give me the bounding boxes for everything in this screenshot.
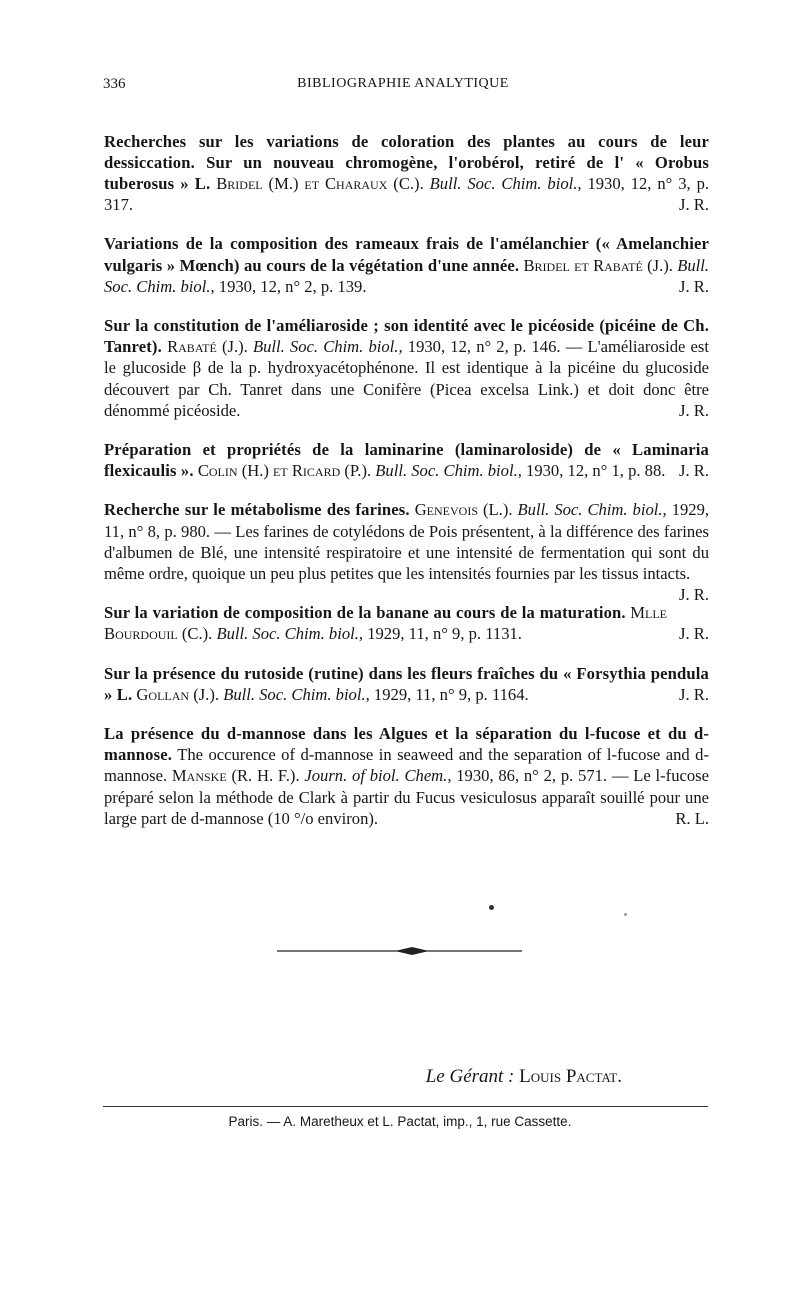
entry-journal: Journ. of biol. Chem., (304, 766, 452, 786)
entry-journal: Bull. Soc. Chim. biol., (517, 500, 667, 520)
entry-title: Recherche sur le métabolisme des farines. (104, 500, 410, 520)
entry-signature: J. R. (679, 461, 709, 481)
entry-citation: 1930, 12, n° 2, p. 139. (218, 276, 367, 296)
entry-journal: Bull. Soc. Chim. biol., (429, 174, 582, 193)
entry-title: Sur la présence du rutoside (rutine) dans les fleurs fraîches du « Forsythia pendula » L. (104, 663, 709, 704)
gerant-label: Le Gérant : (425, 1066, 515, 1087)
running-title: BIBLIOGRAPHIE ANALYTIQUE (297, 76, 509, 91)
entry-journal: Bull. Soc. Chim. biol., (223, 684, 370, 704)
bibliography-entry (104, 315, 709, 421)
entry-signature: J. R. (679, 684, 709, 704)
entry-citation: 1930, 12, n° 3, p. 317. (104, 174, 710, 215)
bibliography-entry (104, 602, 709, 644)
entry-authors: Genevois (L.). (414, 500, 513, 520)
entry-authors: Gollan (J.). (136, 684, 220, 704)
bibliography-entry (104, 663, 709, 705)
entry-title: Variations de la composition des rameaux frais de l'amélanchier (« Amelanchier vulgaris » Mœnch) au cours de la végétation d'une année. (104, 234, 709, 275)
entry-citation: 1930, 12, n° 2, p. 146. (407, 337, 561, 357)
entry-title: Sur la constitution de l'améliaroside ; son identité avec le picéoside (picéine de Ch. Tanret). (104, 316, 709, 357)
entry-abstract: — L'améliaroside est le glucoside β de la p. hydroxyacétophénone. Il est identique à la picéine du glucoside découvert par Ch. Tanret dans une Conifère (Picea excelsa Link.) et doit donc être dénommé picéoside. (104, 337, 709, 420)
entry-authors: Manske (R. H. F.). (171, 766, 300, 786)
entry-authors: Bridel (M.) et Charaux (C.). (216, 174, 424, 193)
gerant-signature (426, 1066, 622, 1088)
page-number: 336 (103, 76, 126, 92)
footer-rule (103, 1106, 708, 1107)
entry-citation: 1929, 11, n° 8, p. 980. (104, 500, 710, 541)
entry-signature: R. L. (675, 808, 709, 828)
entry-english-title: The occurence of d-mannose in seaweed and the separation of l-fucose and d-mannose. (104, 745, 709, 786)
bibliography-entry (104, 439, 709, 481)
printer-imprint: Paris. — A. Maretheux et L. Pactat, imp., 1, rue Cassette. (228, 1114, 572, 1129)
bibliography-entry (104, 233, 709, 297)
entry-citation: 1929, 11, n° 9, p. 1164. (373, 684, 529, 704)
end-ornament (277, 944, 522, 958)
entry-abstract: — Les farines de cotylédons de Pois présentent, à la différence des farines d'albumen de Blé, une intensité respiratoire et une intensité de fermentation qui sont du même ordre, quoique un peu plus petites que les intensités fournies par les tissus intacts. (104, 521, 709, 584)
entry-citation: 1930, 86, n° 2, p. 571. (456, 766, 608, 786)
entry-title: Sur la variation de composition de la banane au cours de la maturation. (104, 603, 626, 623)
entry-signature: J. R. (679, 624, 709, 644)
entry-signature: J. R. (679, 400, 709, 420)
entry-journal: Bull. Soc. Chim. biol., (104, 255, 709, 296)
entry-signature: J. R. (679, 585, 709, 605)
entry-journal: Bull. Soc. Chim. biol., (252, 337, 403, 357)
entry-signature: J. R. (679, 276, 709, 296)
entry-title: Recherches sur les variations de coloration des plantes au cours de leur dessiccation. Sur un nouveau chromogène, l'orobérol, retiré de l' « Orobus tuberosus » L. (104, 131, 709, 193)
entry-title: Préparation et propriétés de la laminarine (laminaroloside) de « Laminaria flexicaulis ». (104, 440, 709, 481)
entry-citation: 1930, 12, n° 1, p. 88. (526, 461, 666, 481)
entry-authors: Colin (H.) et Ricard (P.). (197, 461, 372, 481)
ink-speck (624, 913, 627, 916)
bibliography-entry (104, 723, 709, 829)
entry-signature: J. R. (679, 195, 709, 215)
entry-title: La présence du d-mannose dans les Algues et la séparation du l-fucose et du d-mannose. (104, 724, 709, 765)
entry-journal: Bull. Soc. Chim. biol., (216, 624, 364, 644)
gerant-name: Louis Pactat. (519, 1066, 622, 1087)
page-header (103, 76, 703, 98)
entry-abstract: — Le l-fucose préparé selon la méthode de Clark à partir du Fucus vesiculosus apparaît souillé pour une large part de d-mannose (10 °/o environ). (104, 766, 709, 828)
entry-authors: Bridel et Rabaté (J.). (523, 255, 673, 275)
entry-authors: Rabaté (J.). (167, 337, 248, 357)
entry-journal: Bull. Soc. Chim. biol., (375, 461, 522, 481)
bibliography-entry (104, 131, 709, 216)
bibliography-entry (104, 499, 710, 605)
entry-authors: Mlle Bourdouil (C.). (104, 603, 667, 644)
ink-speck (489, 905, 494, 910)
bibliography-body (104, 114, 709, 847)
entry-citation: 1929, 11, n° 9, p. 1131. (367, 624, 522, 644)
